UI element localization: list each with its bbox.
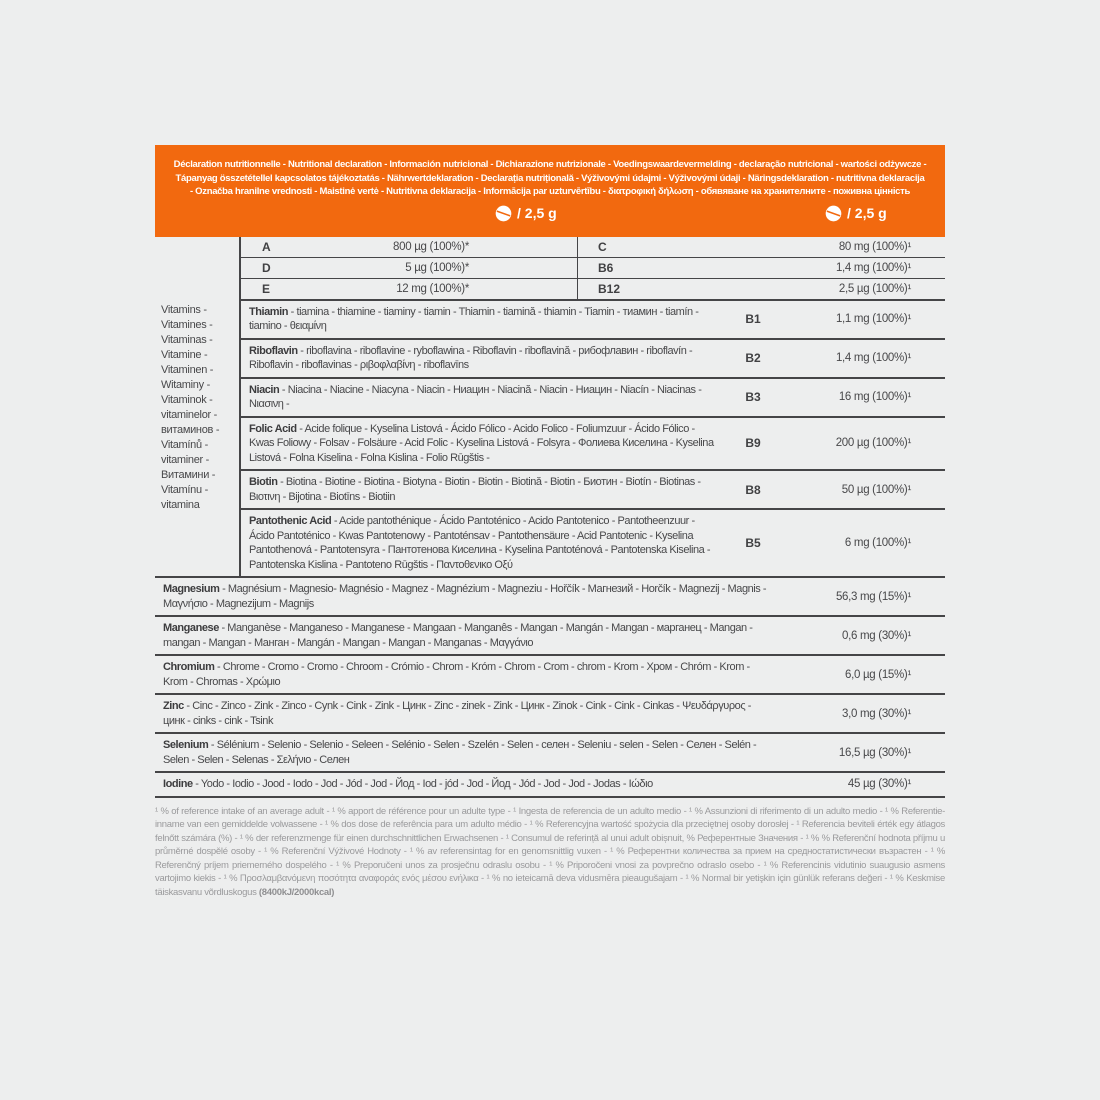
mineral-names	[155, 617, 775, 654]
mineral-name: Manganese	[163, 622, 219, 634]
row-right-half	[578, 237, 945, 257]
table-row	[155, 656, 945, 695]
vitamin-names	[241, 510, 727, 576]
nutrition-table	[155, 237, 945, 798]
serving-size-right	[825, 205, 887, 222]
vitamin-name: Niacin	[249, 383, 280, 396]
mineral-value: 3,0 mg (30%)¹	[842, 707, 911, 720]
serving-size-text: / 2,5 g	[847, 205, 887, 221]
vitamin-code: B5	[745, 536, 761, 550]
vitamin-translations: - Niacina - Niacine - Niacyna - Niacin - Ниацин - Niacină - Niacin - Ниацин - Niacín - Niacinas - Νιασινη -	[249, 383, 702, 410]
table-row	[241, 301, 945, 340]
pill-icon	[495, 205, 512, 222]
vitamin-names	[241, 301, 727, 338]
mineral-names	[155, 695, 775, 732]
table-row	[241, 258, 945, 279]
vitamin-code: B3	[745, 390, 761, 404]
mineral-value: 0,6 mg (30%)¹	[842, 629, 911, 642]
vitamin-code: B8	[745, 482, 761, 497]
vitamin-name: Folic Acid	[249, 422, 297, 435]
declaration-header	[155, 145, 945, 237]
mineral-names	[155, 656, 775, 693]
mineral-translations: - Yodo - Iodio - Jood - Iodo - Jod - Jód - Jod - Йод - Iod - jód - Jod - Йод - Jód - Jod - Jod - Jodas - Ιώδιο	[192, 778, 653, 790]
mineral-name: Zinc	[163, 700, 184, 712]
vitamin-value: 80 mg (100%)¹	[838, 240, 911, 253]
vitamin-translations: - tiamina - thiamine - tiaminy - tiamin - Thiamin - tiamină - thiamin - Tiamin - тиамин - tiamín - tiamino - θειαμίνη	[249, 305, 699, 332]
row-right-half	[578, 258, 945, 278]
vitamin-names	[241, 418, 727, 470]
serving-row	[168, 205, 932, 229]
vitamin-code: B1	[745, 312, 761, 326]
table-row	[241, 340, 945, 379]
declaration-line-2: Tápanyag összetétellel kapcsolatos tájékoztatás - Nährwertdeklaration - Declarația nutrițională - Výživovými údajmi - Výživovými údaji - Näringsdeklaration - nutritivna deklaracija	[175, 172, 925, 184]
footnote-energy-value: (8400kJ/2000kcal)	[258, 886, 335, 898]
table-row	[155, 734, 945, 773]
mineral-name: Magnesium	[163, 583, 220, 595]
reference-intake-footnote	[155, 805, 945, 900]
vitamin-value: 1,4 mg (100%)¹	[835, 352, 911, 364]
mineral-names	[155, 734, 775, 771]
declaration-line-1: Déclaration nutritionnelle - Nutritional declaration - Información nutricional - Dichiarazione nutrizionale - Voedingswaardevermelding - declaração nutricional - wartości odżywcze -	[173, 159, 927, 170]
vitamin-letter: B12	[598, 281, 621, 296]
mineral-translations: - Cinc - Zinco - Zink - Zinco - Cynk - Cink - Zink - Цинк - Zinc - zinek - Zink - Цинк - Zinok - Cink - Cink - Cinkas - Ψευδάργυρος - цинк - cinks - cink - Tsink	[163, 700, 751, 727]
vitamin-name: Biotin	[249, 476, 278, 488]
mineral-names	[155, 773, 775, 796]
mineral-value: 6,0 µg (15%)¹	[844, 668, 911, 681]
mineral-name: Selenium	[163, 739, 209, 751]
vitamins-content	[241, 237, 945, 577]
table-row	[155, 617, 945, 656]
mineral-translations: - Magnésium - Magnesio- Magnésio - Magnez - Magnézium - Magneziu - Hořčík - Магнезий - Horčík - Magnezij - Magnis - Μαγνήσιο - Magnezijum - Magnijs	[163, 583, 767, 610]
table-row	[241, 418, 945, 472]
mineral-value: 45 µg (30%)¹	[847, 778, 911, 791]
mineral-translations: - Manganèse - Manganeso - Manganese - Mangaan - Manganês - Mangan - Mangán - Mangan - марганец - Mangan - mangan - Mangan - Манган - Mangán - Mangan - Mangan - Manganas - Μαγγάνιο	[163, 622, 753, 649]
row-left-half	[241, 237, 578, 257]
vitamin-translations: - Acide folique - Kyselina Listová - Ácido Fólico - Acido Folico - Foliumzuur - Ácido Fólico - Kwas Foliowy - Folsav - Folsäure - Acid Folic - Kyselina Listová - Folsyra - Фолиева Киселина - Kyselina Listová - Folna Kiselina - Folna Kislina - Folio Rūgštis -	[249, 422, 714, 464]
footnote-text: ¹ % of reference intake of an average adult - ¹ % apport de référence pour un adulte type - ¹ Ingesta de referencia de un adulto medio - ¹ % Assunzioni di riferimento di un adulto medio - ¹ % Referentie-inname van een gemiddelde volwassene - ¹ % dos dose de referência para um adulto médio - ¹ % Referencyjna wartość spożycia dla przeciętnej osoby dorosłej - ¹ Referencia beviteli érték egy átlagos felnőtt számára (%) - ¹ % der referenzmenge für einen durchschnittlichen Erwachsenen - ¹ Consumul de referință al unui adult obișnuit, % Референтные Значения - ¹ % % Referenční hodnota příjmu u průměrné dospělé osoby - ¹ % Referenční Výživové Hodnoty - ¹ % av referensintag for en genomsnittlig vuxen - ¹ % Референтни количества за прием на средностатистически възрастен - ¹ % Referenčný príjem priemerného dospelého - ¹ % Preporučeni unos za prosječnu odraslu osobu - ¹ % Priporočeni vnosi za povprečno odraslo osebo - ¹ % Referencinis vidutinio suaugusio asmens vartojimo kiekis - ¹ % Προσλαμβανόμενη ποσότητα αναφοράς ενός μέσου ενήλικα - ¹ % no ieteicamā deva vidusmēra pieaugušajam - ¹ % Normal bir yetişkin için günlük referans değeri - ¹ % Keskmise täiskasvanu võrdluskogus	[155, 805, 945, 898]
vitamin-translations: - riboflavina - riboflavine - ryboflawina - Riboflavin - riboflavină - рибофлавин - riboflavín - Riboflavin - riboflavinas - ριβοφλαβίνη - riboflavīns	[249, 344, 693, 371]
vitamin-names	[241, 471, 727, 508]
table-row	[155, 578, 945, 617]
serving-size-left	[495, 205, 557, 222]
table-row	[241, 471, 945, 510]
vitamin-value: 12 mg (100%)*	[396, 282, 469, 295]
vitamin-value: 800 µg (100%)*	[393, 240, 469, 253]
vitamin-value: 50 µg (100%)¹	[841, 483, 911, 496]
mineral-names	[155, 578, 775, 615]
vitamin-names	[241, 379, 727, 416]
vitamin-name: Thiamin	[249, 305, 289, 318]
mineral-value: 56,3 mg (15%)¹	[835, 590, 911, 603]
vitamin-letter: D	[262, 260, 271, 275]
vitamin-code: B9	[745, 436, 761, 451]
mineral-name: Iodine	[163, 778, 193, 790]
mineral-translations: - Sélénium - Selenio - Selenio - Seleen - Selénio - Selen - Szelén - Selen - селен - Seleniu - selen - Selen - Селен - Selén - Selen - Selen - Selenas - Σελήνιο - Селен	[163, 739, 757, 766]
vitamin-value: 1,4 mg (100%)¹	[835, 261, 911, 274]
vitamin-value: 16 mg (100%)¹	[838, 391, 911, 403]
mineral-name: Chromium	[163, 661, 215, 673]
serving-size-text: / 2,5 g	[517, 205, 557, 221]
vitamin-value: 200 µg (100%)¹	[835, 437, 911, 450]
vitamin-value: 5 µg (100%)*	[405, 261, 469, 274]
table-row	[241, 510, 945, 576]
table-row	[241, 379, 945, 418]
vitamin-translations: - Acide pantothénique - Ácido Pantoténico - Acido Pantotenico - Pantotheenzuur - Ácido Pantoténico - Kwas Pantotenowy - Pantoténsav - Pantothensäure - Acid Pantotenic - Kyselina Pantothenová - Pantotensyra - Пантотенова Киселина - Kyselina Pantoténová - Pantotenska Kiselina - Pantotenska Kislina - Pantoteno Rūgštis - Παντοθενικο Οξύ	[249, 515, 711, 571]
vitamin-letter: B6	[598, 260, 614, 275]
table-row	[241, 279, 945, 301]
vitamin-letter: C	[598, 239, 607, 254]
declaration-line-3: - Označba hranilne vrednosti - Maistinė vertė - Nutritivna deklaracija - Informācija par uzturvērtību - διατροφική δήλωση - обявяване на хранителните - поживна цінність	[189, 186, 911, 197]
row-right-half	[578, 279, 945, 299]
vitamins-section	[155, 237, 945, 579]
vitamins-sidebar-label: Vitamins - Vitamines - Vitaminas - Vitamine - Vitaminen - Witaminy - Vitaminok - vitaminelor - витаминов - Vitamínů - vitaminer - Витамини - Vitamínu - vitamina	[155, 237, 241, 577]
vitamin-letter: E	[262, 281, 271, 296]
vitamin-value: 2,5 µg (100%)¹	[838, 282, 911, 295]
table-row	[241, 237, 945, 258]
vitamin-name: Pantothenic Acid	[249, 515, 332, 527]
vitamin-translations: - Biotina - Biotine - Biotina - Biotyna - Biotin - Biotin - Biotină - Biotin - Биотин - Biotín - Biotinas - Βιοτινη - Bijotina - Biotīns - Biotiin	[249, 476, 701, 503]
row-left-half	[241, 258, 578, 278]
mineral-value: 16,5 µg (30%)¹	[838, 746, 911, 759]
nutrition-label	[155, 145, 945, 899]
vitamin-value: 6 mg (100%)¹	[844, 537, 911, 549]
vitamin-name: Riboflavin	[249, 344, 298, 357]
vitamin-letter: A	[262, 239, 271, 254]
table-row	[155, 773, 945, 798]
vitamin-names	[241, 340, 727, 377]
row-left-half	[241, 279, 578, 299]
table-row	[155, 695, 945, 734]
mineral-translations: - Chrome - Cromo - Cromo - Chroom - Crómio - Chrom - Króm - Chrom - Crom - chrom - Krom - Хром - Chróm - Krom - Krom - Chromas - Χρώμιο	[163, 661, 750, 688]
vitamin-value: 1,1 mg (100%)¹	[835, 313, 911, 325]
vitamin-code: B2	[745, 351, 761, 365]
pill-icon	[825, 205, 842, 222]
